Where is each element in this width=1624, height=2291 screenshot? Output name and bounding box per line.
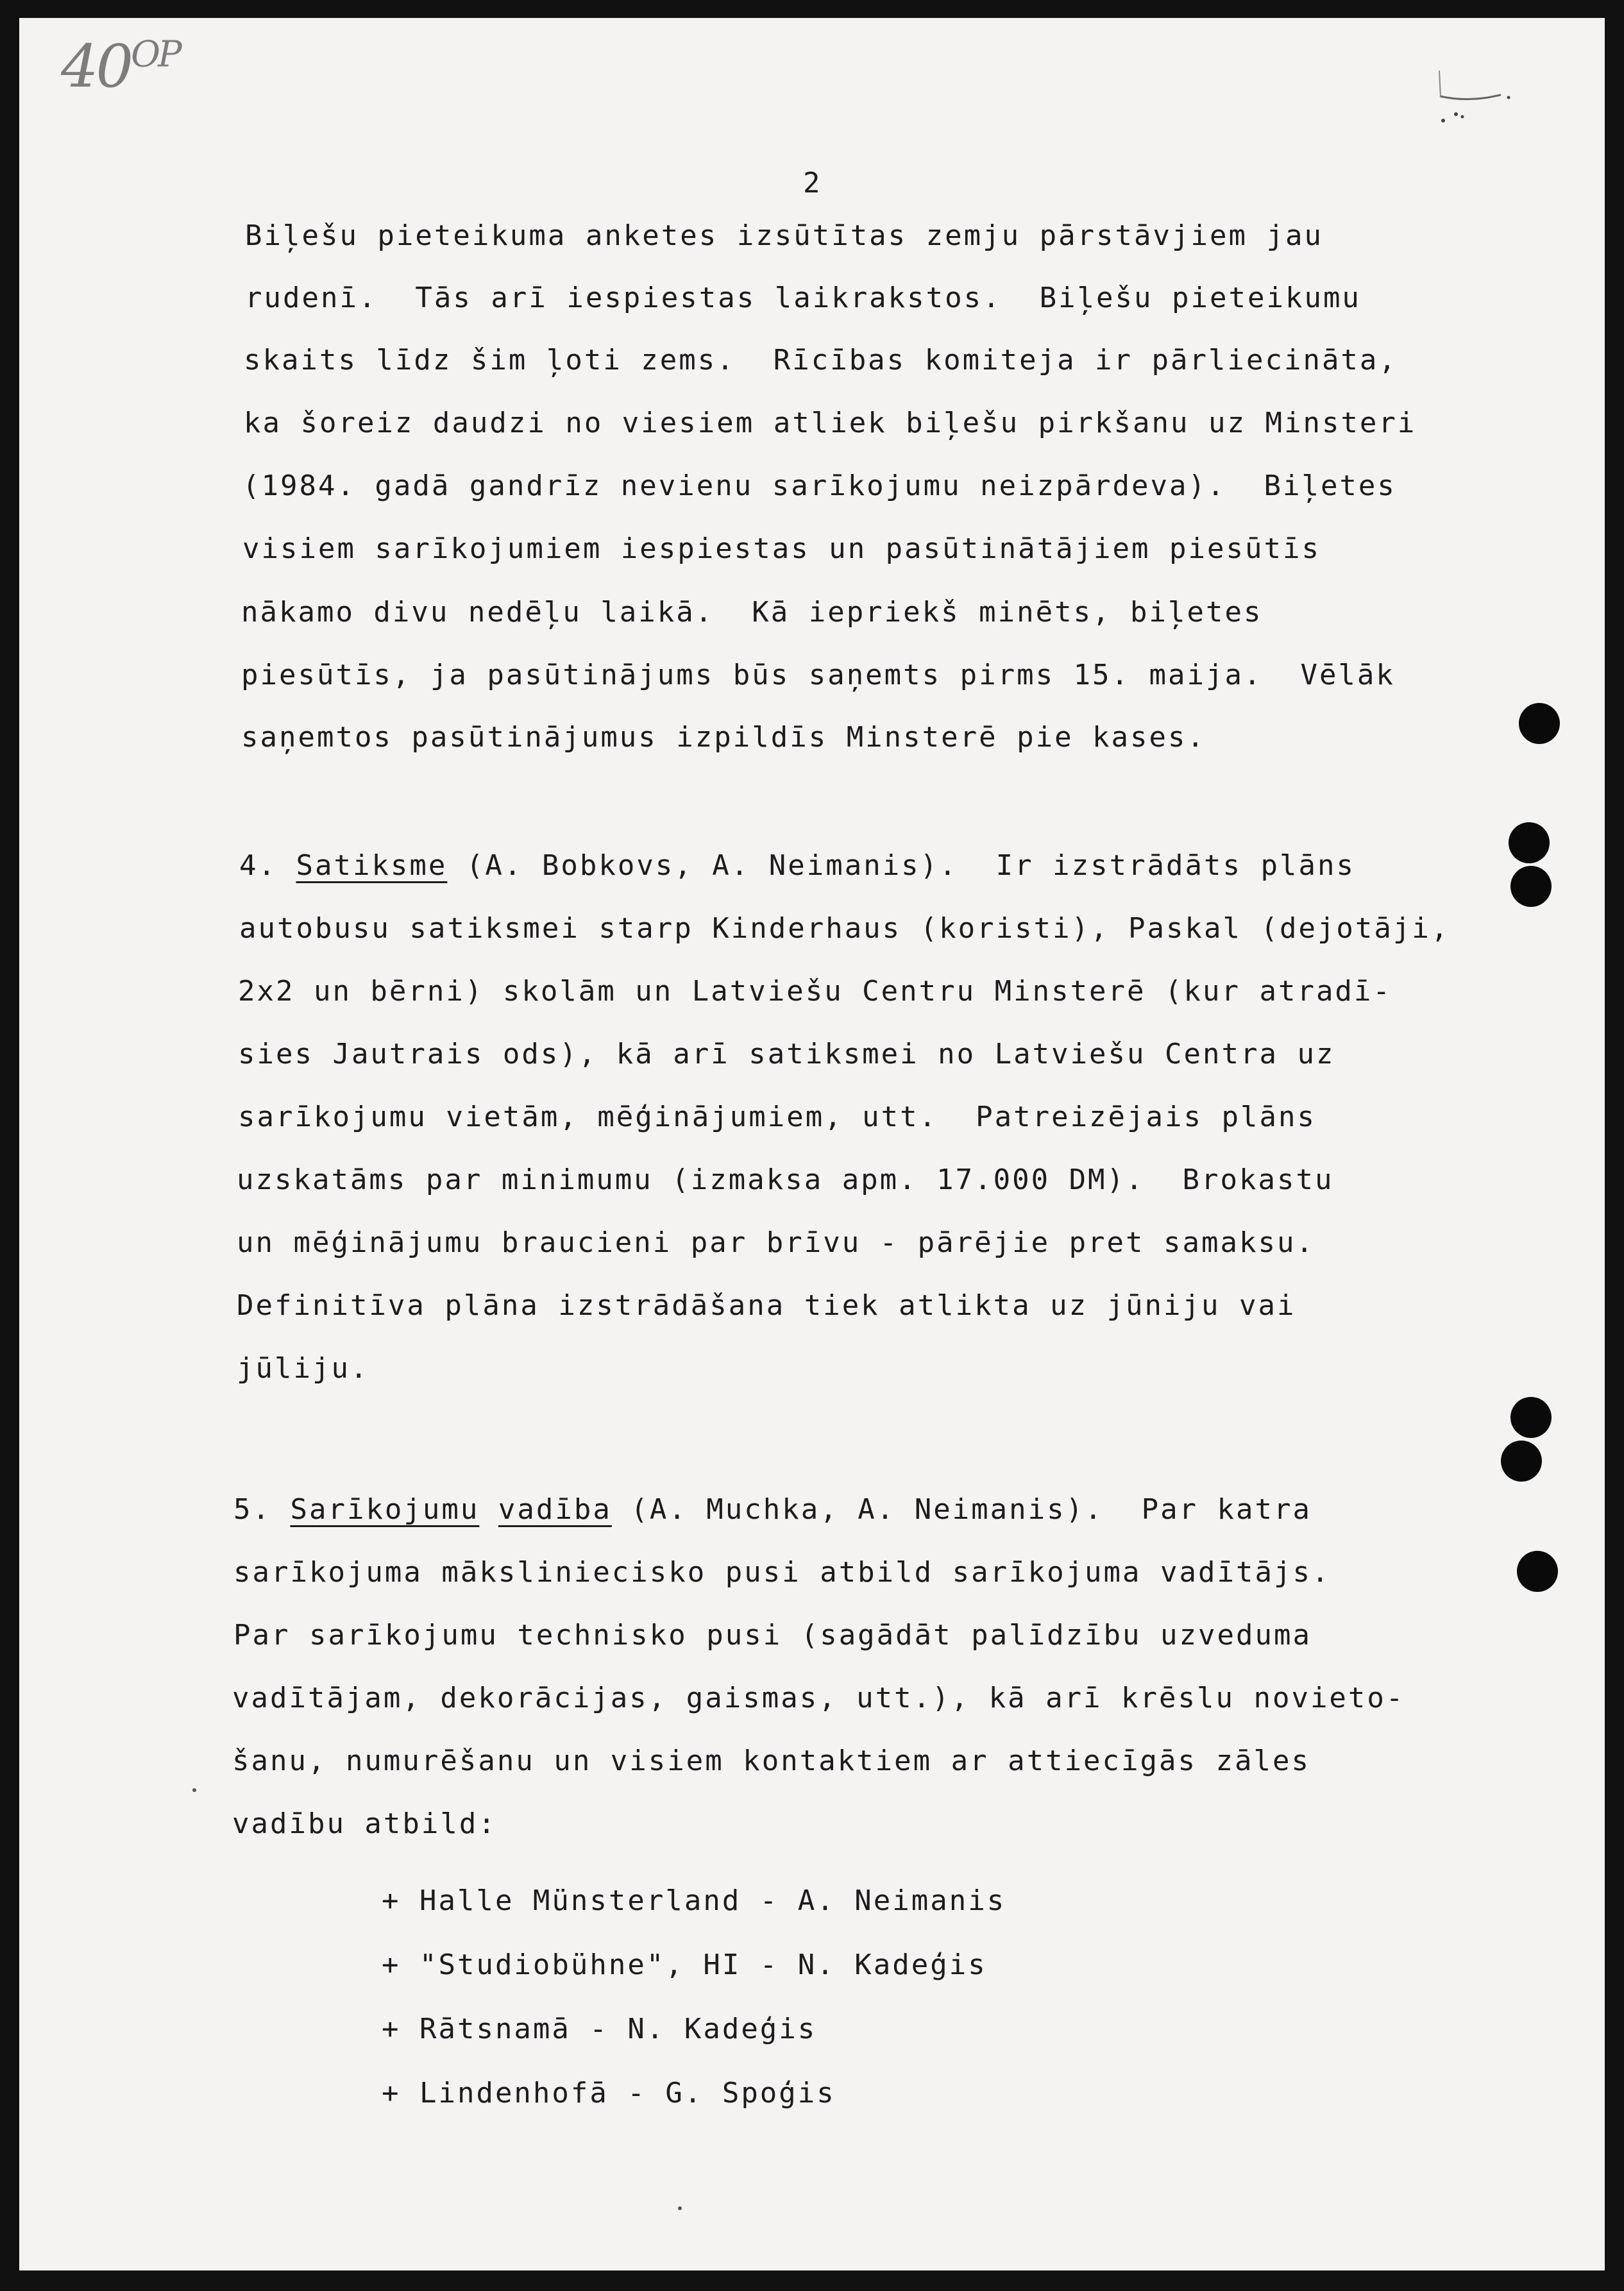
paragraph-line: sies Jautrais ods), kā arī satiksmei no Latviešu Centra uz [238,1038,1335,1070]
paragraph-line: sarīkojuma māksliniecisko pusi atbild sarīkojuma vadītājs. [233,1556,1331,1589]
paragraph-line: vadītājam, dekorācijas, gaismas, utt.), kā arī krēslu novieto- [232,1682,1405,1714]
section-title: Sarīkojumu [290,1493,480,1526]
punch-hole [1501,1441,1542,1482]
speck [192,1788,196,1792]
section-number: 5. [233,1493,271,1526]
punch-hole [1510,866,1552,907]
paragraph-line: autobusu satiksmei starp Kinderhaus (koristi), Paskal (dejotāji, [239,912,1450,945]
paragraph-line: un mēģinājumu braucieni par brīvu - pārējie pret samaksu. [237,1226,1315,1259]
section-number: 4. [239,849,277,882]
section-heading-text: (A. Muchka, A. Neimanis). Par katra [630,1493,1312,1526]
paragraph-line: (1984. gadā gandrīz nevienu sarīkojumu neizpārdeva). Biļetes [242,469,1396,502]
list-item: + "Studiobühne", HI - N. Kadeģis [382,1949,987,1981]
page-number: 2 [803,167,820,199]
paragraph-line: uzskatāms par minimumu (izmaksa apm. 17.000 DM). Brokastu [237,1163,1334,1196]
paragraph-line: šanu, numurēšanu un visiem kontaktiem ar attiecīgās zāles [232,1745,1310,1777]
paragraph-line: nākamo divu nedēļu laikā. Kā iepriekš minēts, biļetes [241,596,1263,629]
paragraph-line: piesūtīs, ja pasūtinājums būs saņemts pirms 15. maija. Vēlāk [241,659,1395,691]
paragraph-line: Definitīva plāna izstrādāšana tiek atlikta uz jūniju vai [237,1289,1296,1322]
punch-hole [1519,703,1560,744]
document-page [19,18,1605,2270]
paragraph-line: ka šoreiz daudzi no viesiem atliek biļešu pirkšanu uz Minsteri [244,407,1417,439]
handwritten-annotation: $40^{OP}$ [61,32,180,101]
paragraph-line: Par sarīkojumu technisko pusi (sagādāt palīdzību uzveduma [233,1619,1312,1652]
section-title: vadība [498,1493,612,1526]
punch-hole [1509,822,1550,863]
section-heading-text: (A. Bobkovs, A. Neimanis). Ir izstrādāts plāns [466,849,1355,882]
paragraph-line: visiem sarīkojumiem iespiestas un pasūtinātājiem piesūtīs [242,532,1321,565]
punch-hole [1510,1397,1552,1438]
section-4-heading-line [239,849,1355,882]
section-title: Satiksme [296,849,448,882]
list-item: + Lindenhofā - G. Spoģis [382,2077,836,2109]
section-5-heading-line [233,1493,1312,1526]
list-item: + Rātsnamā - N. Kadeģis [382,2013,817,2045]
list-item: + Halle Münsterland - A. Neimanis [382,1884,1006,1917]
paragraph-line: saņemtos pasūtinājumus izpildīs Minsterē pie kases. [241,721,1206,754]
paragraph-line: Biļešu pieteikuma anketes izsūtītas zemju pārstāvjiem jau [245,219,1323,252]
paragraph-line: vadību atbild: [232,1807,497,1840]
pencil-mark-icon [1437,64,1514,135]
paragraph-line: jūliju. [237,1352,369,1385]
paragraph-line: skaits līdz šim ļoti zems. Rīcības komiteja ir pārliecināta, [244,344,1398,376]
paragraph-line: sarīkojumu vietām, mēģinājumiem, utt. Patreizējais plāns [238,1101,1316,1133]
paragraph-line: rudenī. Tās arī iespiestas laikrakstos. Biļešu pieteikumu [245,282,1361,314]
paragraph-line: 2x2 un bērni) skolām un Latviešu Centru Minsterē (kur atradī- [238,975,1392,1008]
punch-hole [1517,1551,1558,1592]
speck [678,2206,682,2210]
